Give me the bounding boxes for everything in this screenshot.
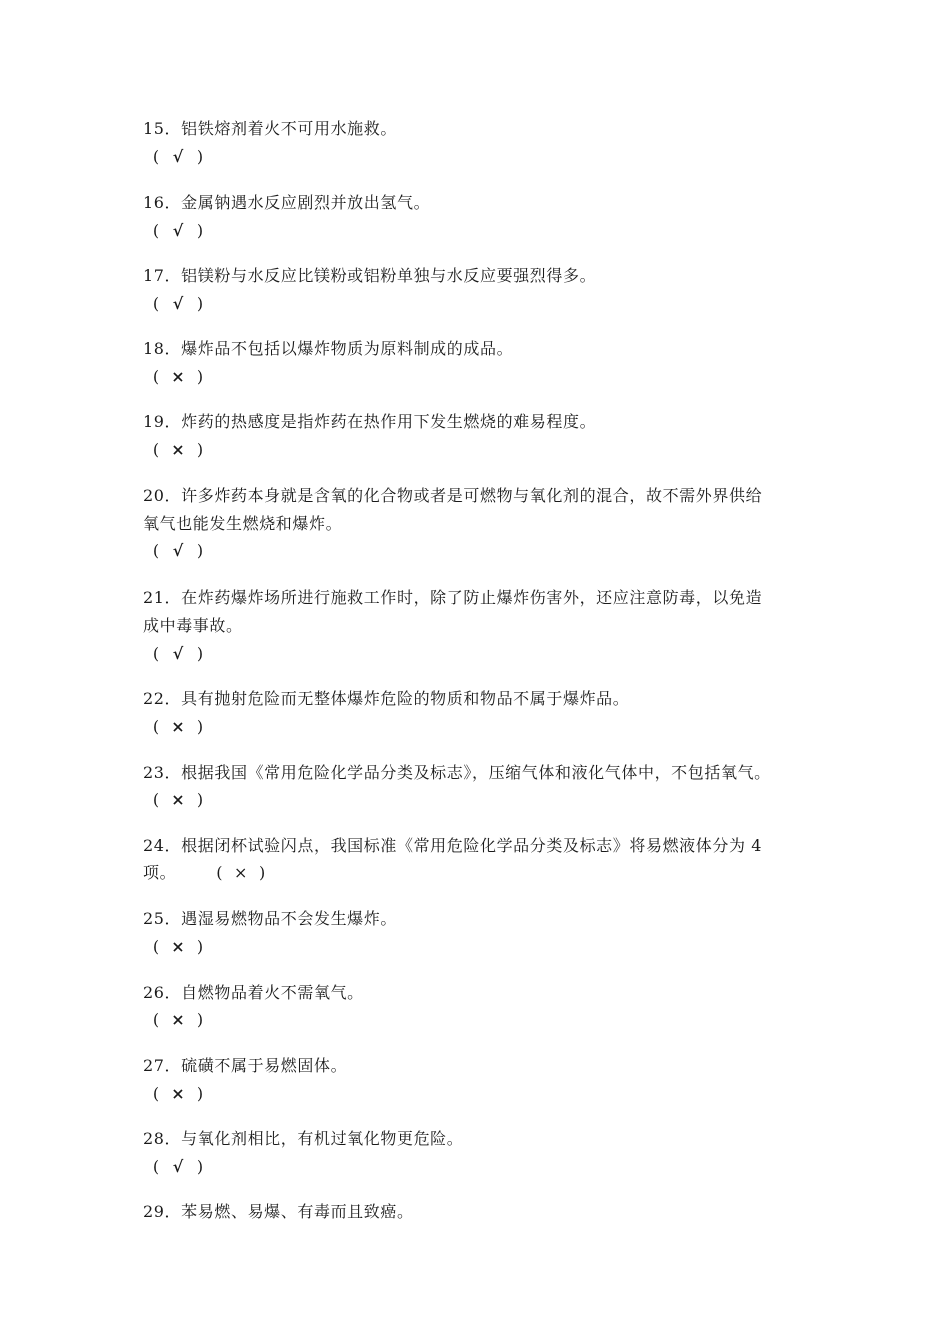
question-19: [143, 411, 596, 433]
question-16: [143, 192, 430, 214]
answer-23: ( × ): [152, 790, 204, 809]
question-text: 自燃物品着火不需氧气。: [181, 983, 364, 1002]
question-27: [143, 1055, 347, 1077]
question-24-continued: 项。 ( × ): [143, 863, 266, 882]
question-number: 18．: [143, 339, 182, 358]
answer-mark: √: [172, 294, 184, 313]
answer-mark: √: [172, 541, 184, 560]
answer-24: ( × ): [216, 863, 266, 882]
answer-mark: √: [172, 147, 184, 166]
answer-18: ( × ): [152, 367, 204, 386]
question-25: [143, 908, 397, 930]
answer-mark: ×: [171, 1010, 185, 1029]
answer-15: ( √ ): [152, 147, 204, 166]
question-text: 在炸药爆炸场所进行施救工作时，除了防止爆炸伤害外，还应注意防毒，以免造: [181, 588, 763, 607]
question-21: [143, 587, 762, 609]
question-number: 25．: [143, 909, 182, 928]
question-18: [143, 338, 513, 360]
answer-20: ( √ ): [152, 541, 204, 560]
question-text: 许多炸药本身就是含氧的化合物或者是可燃物与氧化剂的混合，故不需外界供给: [181, 486, 763, 505]
question-20: [143, 485, 762, 507]
question-number: 24．: [143, 836, 182, 855]
question-number: 26．: [143, 983, 182, 1002]
question-number: 19．: [143, 412, 182, 431]
question-17: [143, 265, 596, 287]
answer-mark: ×: [171, 717, 185, 736]
answer-mark: ×: [234, 863, 249, 882]
question-24: [143, 835, 762, 857]
question-text: 爆炸品不包括以爆炸物质为原料制成的成品。: [181, 339, 514, 358]
question-text: 根据闭杯试验闪点，我国标准《常用危险化学品分类及标志》将易燃液体分为 4: [181, 836, 763, 855]
answer-17: ( √ ): [152, 294, 204, 313]
question-number: 16．: [143, 193, 182, 212]
answer-mark: ×: [171, 440, 185, 459]
question-text: 遇湿易燃物品不会发生爆炸。: [181, 909, 397, 928]
question-15: [143, 118, 397, 140]
question-23: [143, 762, 771, 784]
question-22: [143, 688, 629, 710]
question-number: 22．: [143, 689, 182, 708]
answer-mark: ×: [171, 937, 185, 956]
answer-mark: √: [172, 221, 184, 240]
question-number: 29．: [143, 1202, 182, 1221]
question-number: 17．: [143, 266, 182, 285]
answer-21: ( √ ): [152, 644, 204, 663]
question-21-continued: 成中毒事故。: [143, 616, 243, 635]
answer-mark: ×: [171, 790, 185, 809]
answer-16: ( √ ): [152, 221, 204, 240]
answer-mark: ×: [171, 367, 185, 386]
question-text: 金属钠遇水反应剧烈并放出氢气。: [181, 193, 431, 212]
question-text: 苯易燃、易爆、有毒而且致癌。: [181, 1202, 414, 1221]
answer-19: ( × ): [152, 440, 204, 459]
question-text: 炸药的热感度是指炸药在热作用下发生燃烧的难易程度。: [181, 412, 597, 431]
question-number: 21．: [143, 588, 182, 607]
answer-mark: ×: [171, 1084, 185, 1103]
question-text: 铝铁熔剂着火不可用水施救。: [181, 119, 397, 138]
question-text: 铝镁粉与水反应比镁粉或铝粉单独与水反应要强烈得多。: [181, 266, 597, 285]
question-text: 硫磺不属于易燃固体。: [181, 1056, 348, 1075]
question-text: 根据我国《常用危险化学品分类及标志》，压缩气体和液化气体中，不包括氧气。: [181, 763, 771, 782]
question-26: [143, 982, 364, 1004]
answer-mark: √: [172, 644, 184, 663]
question-number: 20．: [143, 486, 182, 505]
answer-22: ( × ): [152, 717, 204, 736]
question-number: 27．: [143, 1056, 182, 1075]
answer-25: ( × ): [152, 937, 204, 956]
question-number: 15．: [143, 119, 182, 138]
question-number: 28．: [143, 1129, 182, 1148]
answer-28: ( √ ): [152, 1157, 204, 1176]
answer-27: ( × ): [152, 1084, 204, 1103]
answer-26: ( × ): [152, 1010, 204, 1029]
question-number: 23．: [143, 763, 182, 782]
question-28: [143, 1128, 463, 1150]
answer-mark: √: [172, 1157, 184, 1176]
question-text: 具有抛射危险而无整体爆炸危险的物质和物品不属于爆炸品。: [181, 689, 630, 708]
question-20-continued: 氧气也能发生燃烧和爆炸。: [143, 514, 343, 533]
question-text: 与氧化剂相比，有机过氧化物更危险。: [181, 1129, 464, 1148]
question-29: [143, 1201, 414, 1223]
